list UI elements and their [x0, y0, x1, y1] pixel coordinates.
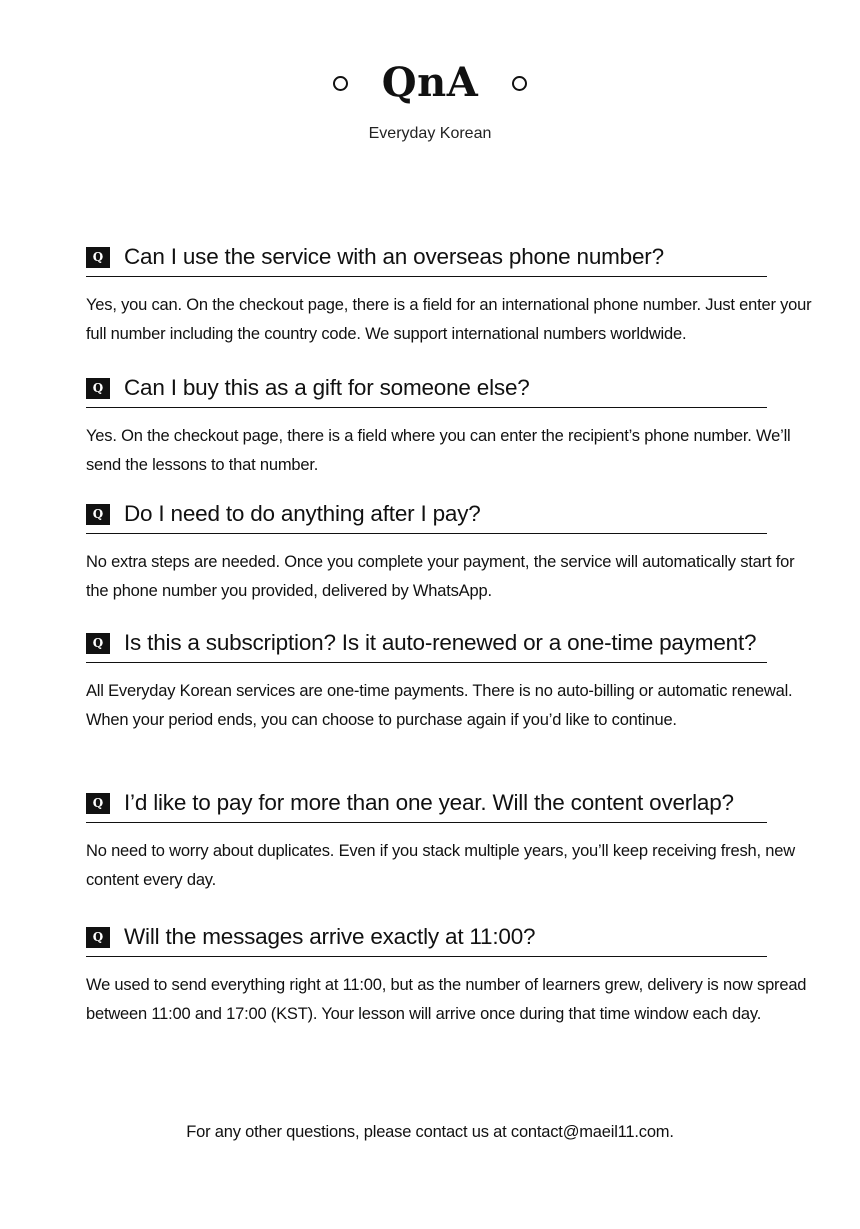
faq-question-row [86, 241, 767, 277]
faq-item [86, 498, 816, 606]
faq-answer: Yes, you can. On the checkout page, there is a field for an international phone number. Just enter your full number including the country code. We support international numbers worldwide. [86, 296, 812, 343]
faq-answer: We used to send everything right at 11:00, but as the number of learners grew, delivery is now spread between 11:00 and 17:00 (KST). Your lesson will arrive once during that time window each day. [86, 976, 807, 1023]
faq-question: Can I use the service with an overseas phone number? [124, 244, 664, 269]
footer-contact-text: For any other questions, please contact us at contact@maeil11.com. [186, 1123, 674, 1141]
faq-question: Will the messages arrive exactly at 11:00? [124, 924, 536, 949]
page-title: QnA [381, 59, 479, 106]
q-badge-icon: Q [86, 927, 110, 948]
faq-answer: All Everyday Korean services are one-time payments. There is no auto-billing or automatic renewal. When your period ends, you can choose to purchase again if you’d like to continue. [86, 682, 793, 729]
q-badge-icon: Q [86, 793, 110, 814]
page-subtitle: Everyday Korean [368, 125, 492, 142]
faq-question: I’d like to pay for more than one year. Will the content overlap? [124, 790, 734, 815]
faq-question: Can I buy this as a gift for someone else? [124, 375, 530, 400]
faq-question-row [86, 498, 767, 534]
circle-right-icon [512, 76, 527, 91]
faq-answer: No extra steps are needed. Once you complete your payment, the service will automatically start for the phone number you provided, delivered by WhatsApp. [86, 553, 795, 600]
faq-answer: Yes. On the checkout page, there is a field where you can enter the recipient’s phone number. We’ll send the lessons to that number. [86, 427, 791, 474]
circle-left-icon [333, 76, 348, 91]
faq-item [86, 787, 816, 895]
title-row [0, 55, 860, 111]
q-badge-icon: Q [86, 633, 110, 654]
faq-answer: No need to worry about duplicates. Even if you stack multiple years, you’ll keep receiving fresh, new content every day. [86, 842, 795, 889]
faq-question: Is this a subscription? Is it auto-renewed or a one-time payment? [124, 630, 757, 655]
faq-item [86, 372, 816, 480]
faq-item [86, 921, 816, 1029]
q-badge-icon: Q [86, 378, 110, 399]
faq-question-row [86, 921, 767, 957]
faq-question-row [86, 627, 767, 663]
q-badge-icon: Q [86, 504, 110, 525]
faq-question-row [86, 787, 767, 823]
page-header [0, 55, 860, 143]
q-badge-icon: Q [86, 247, 110, 268]
faq-item [86, 241, 816, 349]
faq-item [86, 627, 816, 735]
faq-question-row [86, 372, 767, 408]
faq-question: Do I need to do anything after I pay? [124, 501, 481, 526]
